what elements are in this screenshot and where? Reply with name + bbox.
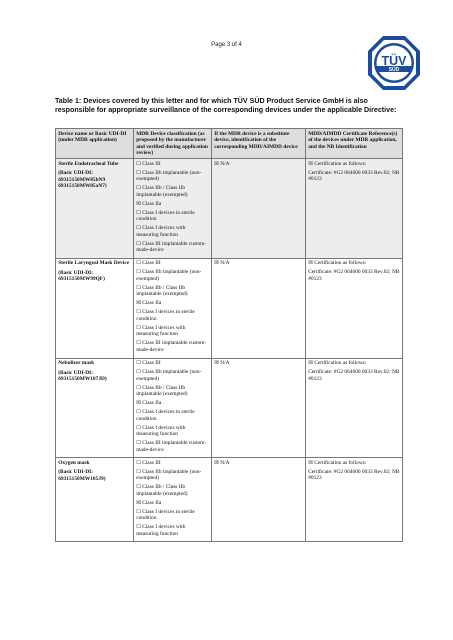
- checked-box-icon: ☒: [136, 200, 141, 207]
- header-mdr-classification: MDR Device classification (as proposed by the manufacturer and verified during application review): [134, 129, 212, 159]
- unchecked-box-icon: ☐: [136, 240, 141, 247]
- classification-option: [136, 260, 209, 267]
- classification-option-label: Class IIb implantable (non-exempted): [136, 269, 202, 282]
- unchecked-box-icon: ☐: [136, 160, 141, 167]
- classification-option-label: Class IIa: [142, 400, 162, 407]
- unchecked-box-icon: ☐: [136, 440, 141, 447]
- checked-box-icon: ☒: [214, 360, 219, 367]
- unchecked-box-icon: ☐: [136, 169, 141, 176]
- classification-option: [136, 300, 209, 307]
- classification-cell: [134, 258, 212, 358]
- classification-option: [136, 241, 209, 254]
- certification-intro: [308, 260, 400, 267]
- unchecked-box-icon: ☐: [136, 225, 141, 232]
- substitute-cell: [212, 458, 306, 542]
- tuv-sud-logo: [366, 34, 422, 92]
- classification-option-label: Class I devices with measuring function: [136, 324, 186, 338]
- classification-option: [136, 409, 209, 422]
- logo-top-text: TÜV: [381, 54, 407, 68]
- classification-option: [136, 500, 209, 507]
- unchecked-box-icon: ☐: [136, 324, 141, 331]
- substitute-value: N/A: [220, 160, 230, 167]
- classification-option: [136, 210, 209, 223]
- certificate-reference: Certificate: #G2 064600 0033 Rev.02; NB #0123: [308, 468, 400, 482]
- device-cell: [56, 258, 134, 358]
- classification-option: [136, 201, 209, 208]
- certificate-reference: Certificate: #G2 064600 0033 Rev.02; NB #0123: [308, 169, 400, 183]
- table-row: [56, 358, 403, 458]
- unchecked-box-icon: ☐: [136, 508, 141, 515]
- classification-option-label: Class IIb / Class IIb implantable (exempted): [136, 185, 188, 198]
- certification-intro: [308, 161, 400, 168]
- substitute-cell: [212, 358, 306, 458]
- unchecked-box-icon: ☐: [136, 340, 141, 347]
- certificate-cell: [306, 258, 403, 358]
- substitute-cell: [212, 258, 306, 358]
- udi-value: 69315150MW107JD): [58, 376, 107, 383]
- unchecked-box-icon: ☐: [136, 260, 141, 267]
- classification-option: [136, 185, 209, 198]
- device-name: Sterile Laryngeal Mask Device: [58, 260, 129, 267]
- classification-option: [136, 469, 209, 482]
- classification-option: [136, 369, 209, 382]
- unchecked-box-icon: ☐: [136, 309, 141, 316]
- checked-box-icon: ☒: [136, 400, 141, 407]
- unchecked-box-icon: ☐: [136, 409, 141, 416]
- udi-value: 69315150MW105J9): [58, 475, 106, 482]
- unchecked-box-icon: ☐: [136, 185, 141, 192]
- classification-option: [136, 400, 209, 407]
- classification-cell: [134, 458, 212, 542]
- certification-intro: [308, 460, 400, 467]
- device-cell: [56, 458, 134, 542]
- unchecked-box-icon: ☐: [136, 424, 141, 431]
- unchecked-box-icon: ☐: [136, 524, 141, 531]
- unchecked-box-icon: ☐: [136, 209, 141, 216]
- classification-option-label: Class IIb / Class IIb implantable (exempted): [136, 384, 188, 398]
- device-name: Sterile Endotracheal Tube: [58, 160, 119, 167]
- device-name: Nebulizer mask: [58, 360, 95, 367]
- table-row: [56, 258, 403, 358]
- udi-value: 69315150MW99QF): [58, 276, 105, 283]
- tuv-sud-octagon-icon: [366, 34, 422, 92]
- certification-intro-text: Certification as follows:: [314, 260, 367, 267]
- substitute-value: N/A: [220, 459, 230, 466]
- classification-option: [136, 425, 209, 438]
- unchecked-box-icon: ☐: [136, 459, 141, 466]
- classification-option: [136, 309, 209, 322]
- certificate-cell: [306, 458, 403, 542]
- certification-intro-text: Certification as follows:: [314, 160, 367, 167]
- classification-option: [136, 385, 209, 398]
- substitute-cell: [212, 159, 306, 259]
- logo-bottom-text: SÜD: [388, 67, 400, 73]
- checked-box-icon: ☒: [214, 260, 219, 267]
- classification-option: [136, 460, 209, 467]
- checked-box-icon: ☒: [214, 160, 219, 167]
- unchecked-box-icon: ☐: [136, 360, 141, 367]
- unchecked-box-icon: ☐: [136, 284, 141, 291]
- classification-option-label: Class III implantable custom-made-device: [136, 240, 207, 254]
- devices-table: [55, 128, 403, 542]
- classification-option: [136, 161, 209, 168]
- checked-box-icon: ☒: [308, 360, 313, 367]
- classification-option-label: Class I devices with measuring function: [136, 424, 186, 438]
- classification-option: [136, 340, 209, 353]
- classification-cell: [134, 358, 212, 458]
- classification-option-label: Class I devices with measuring function: [136, 225, 186, 238]
- device-name: Oxygen mask: [58, 459, 90, 466]
- classification-option: [136, 325, 209, 338]
- device-cell: [56, 358, 134, 458]
- devices-table-container: [55, 128, 402, 542]
- udi-label: (Basic UDI-DI:: [58, 369, 94, 376]
- certificate-cell: [306, 159, 403, 259]
- certificate-reference: Certificate: #G2 064600 0033 Rev.02; NB #0123: [308, 369, 400, 382]
- header-substitute-device: If the MDR device is a substitute device, identification of the corresponding MDD/AIMDD device: [212, 129, 306, 159]
- udi-value: 69315150MW85bN9: [58, 176, 106, 183]
- classification-option: [136, 285, 209, 298]
- header-device-name: Device name or Basic UDI-DI (under MDR application): [56, 129, 134, 159]
- classification-option: [136, 524, 209, 537]
- substitute-value: N/A: [220, 360, 230, 367]
- classification-option-label: Class III: [142, 260, 161, 267]
- unchecked-box-icon: ☐: [136, 369, 141, 376]
- table-heading: Table 1: Devices covered by this letter and for which TÜV SÜD Product Service GmbH is also responsible for appropriate surveillance of the corresponding devices under the applicable Directive:: [55, 97, 397, 114]
- certification-intro-text: Certification as follows:: [314, 459, 367, 466]
- unchecked-box-icon: ☐: [136, 484, 141, 491]
- certificate-cell: [306, 358, 403, 458]
- classification-option-label: Class IIb / Class IIb implantable (exempted): [136, 284, 188, 298]
- unchecked-box-icon: ☐: [136, 269, 141, 276]
- checked-box-icon: ☒: [308, 160, 313, 167]
- table-body: [56, 159, 403, 542]
- certification-intro-text: Certification as follows:: [314, 360, 367, 367]
- classification-option-label: Class III: [142, 459, 161, 466]
- classification-option: [136, 509, 209, 522]
- udi-label: (Basic UDI-DI:: [58, 170, 94, 177]
- udi-label: (Basic UDI-DI:: [58, 269, 94, 276]
- classification-option-label: Class III: [142, 360, 161, 367]
- udi-label: (Basic UDI-DI:: [58, 469, 94, 476]
- classification-option-label: Class IIa: [142, 499, 162, 506]
- classification-option-label: Class III implantable custom-made-device: [136, 440, 207, 453]
- classification-option-label: Class IIb implantable (non-exempted): [136, 468, 202, 482]
- table-row: [56, 159, 403, 259]
- classification-option-label: Class IIb implantable (non-exempted): [136, 169, 202, 183]
- classification-option-label: Class III: [142, 160, 161, 167]
- checked-box-icon: ☒: [214, 459, 219, 466]
- checked-box-icon: ☒: [136, 300, 141, 307]
- checked-box-icon: ☒: [136, 499, 141, 506]
- classification-option-label: Class I devices in sterile condition: [136, 309, 195, 322]
- classification-option: [136, 484, 209, 497]
- classification-option: [136, 360, 209, 367]
- classification-option-label: Class I devices in sterile condition: [136, 508, 195, 522]
- classification-option-label: Class I devices in sterile condition: [136, 409, 195, 422]
- classification-option-label: Class IIb implantable (non-exempted): [136, 369, 202, 382]
- device-cell: [56, 159, 134, 259]
- classification-option-label: Class I devices in sterile condition: [136, 209, 195, 223]
- classification-option-label: Class IIa: [142, 300, 162, 307]
- checked-box-icon: ☒: [308, 459, 313, 466]
- certificate-reference: Certificate: #G2 064600 0033 Rev.02; NB #0123: [308, 269, 400, 282]
- classification-option-label: Class I devices with measuring function: [136, 524, 186, 537]
- table-row: [56, 458, 403, 542]
- page-number: Page 3 of 4: [211, 42, 242, 48]
- classification-option-label: Class IIa: [142, 200, 162, 207]
- header-certificate-reference: MDD/AIMDD Certificate Reference(s) of the devices under MDR application, and the NB Identification: [306, 129, 403, 159]
- classification-option: [136, 269, 209, 282]
- certification-intro: [308, 360, 400, 367]
- unchecked-box-icon: ☐: [136, 384, 141, 391]
- classification-option: [136, 170, 209, 183]
- substitute-value: N/A: [220, 260, 230, 267]
- table-header-row: [56, 129, 403, 159]
- udi-value: 69315150MW85aN7): [58, 183, 107, 190]
- checked-box-icon: ☒: [308, 260, 313, 267]
- classification-cell: [134, 159, 212, 259]
- classification-option: [136, 225, 209, 238]
- classification-option-label: Class IIb / Class IIb implantable (exempted): [136, 484, 188, 497]
- unchecked-box-icon: ☐: [136, 468, 141, 475]
- classification-option: [136, 440, 209, 453]
- classification-option-label: Class III implantable custom-made-device: [136, 340, 207, 353]
